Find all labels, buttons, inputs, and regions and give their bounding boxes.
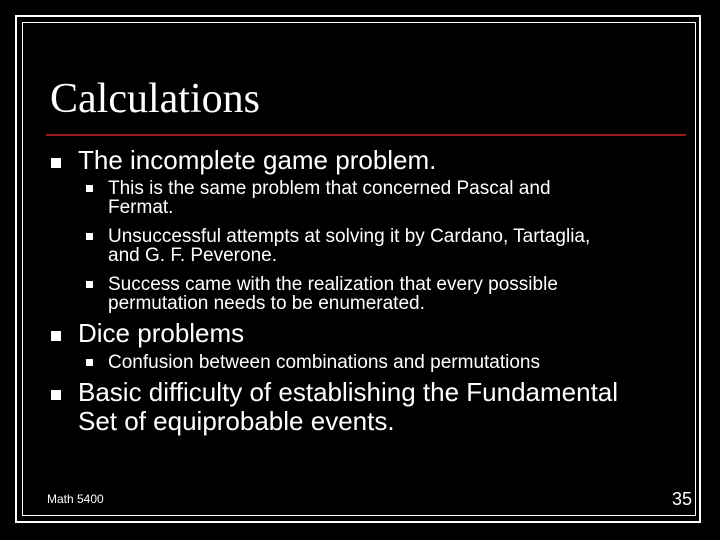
title-rule	[46, 134, 686, 136]
sub-bullet-text: Success came with the realization that every possible permutation needs to be enumerated.	[108, 274, 558, 314]
bullet-square-icon	[86, 233, 93, 240]
bullet-text: Dice problems	[78, 318, 245, 348]
slide-title: Calculations	[50, 76, 260, 122]
bullet-square-icon	[86, 185, 93, 192]
bullet-square-icon	[51, 158, 61, 168]
bullet-text: The incomplete game problem.	[78, 145, 437, 175]
bullet-square-icon	[86, 281, 93, 288]
bullet-square-icon	[51, 390, 61, 400]
footer-course-label: Math 5400	[47, 492, 104, 506]
page-number: 35	[671, 489, 692, 509]
sub-bullet-text: Unsuccessful attempts at solving it by Cardano, Tartaglia, and G. F. Peverone.	[108, 226, 591, 266]
bullet-text: Basic difficulty of establishing the Fundamental Set of equiprobable events.	[78, 377, 619, 436]
sub-bullet-text: This is the same problem that concerned Pascal and Fermat.	[108, 178, 551, 218]
bullet-square-icon	[51, 331, 61, 341]
sub-bullet-text: Confusion between combinations and permutations	[108, 352, 540, 373]
bullet-square-icon	[86, 359, 93, 366]
